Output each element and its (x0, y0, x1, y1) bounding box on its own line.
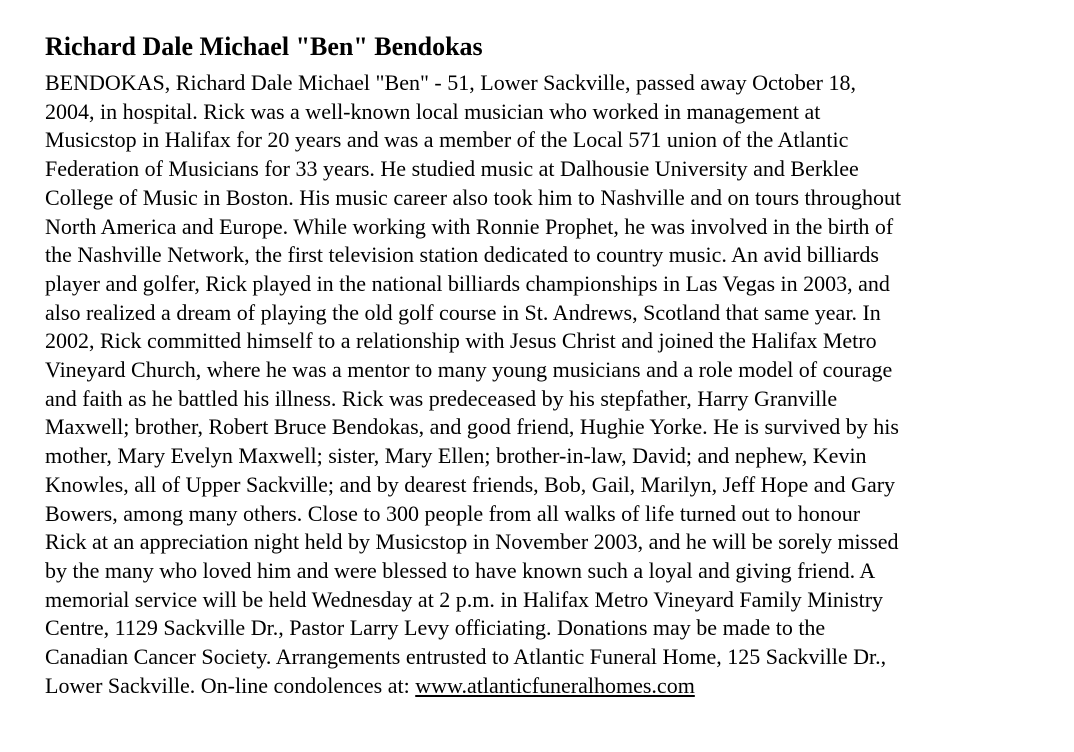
body-lines (45, 69, 1034, 672)
text-line: Knowles, all of Upper Sackville; and by dearest friends, Bob, Gail, Marilyn, Jeff Hope and Gary (45, 471, 896, 497)
text-line: the Nashville Network, the first television station dedicated to country music. An avid billiards (45, 242, 879, 268)
text-line: player and golfer, Rick played in the national billiards championships in Las Vegas in 2003, and (45, 270, 890, 296)
final-line (45, 672, 1034, 701)
text-line: by the many who loved him and were blessed to have known such a loyal and giving friend. A (45, 557, 876, 583)
text-line: BENDOKAS, Richard Dale Michael "Ben" - 51, Lower Sackville, passed away October 18, (45, 70, 856, 95)
text-line: Maxwell; brother, Robert Bruce Bendokas, and good friend, Hughie Yorke. He is survived by his (45, 414, 899, 440)
text-line: mother, Mary Evelyn Maxwell; sister, Mary Ellen; brother-in-law, David; and nephew, Kevin (45, 443, 867, 469)
final-line-text: Lower Sackville. On-line condolences at: (45, 672, 416, 698)
text-line: North America and Europe. While working with Ronnie Prophet, he was involved in the birth of (45, 213, 894, 239)
text-line: Musicstop in Halifax for 20 years and was a member of the Local 571 union of the Atlantic (45, 127, 849, 153)
text-line: and faith as he battled his illness. Rick was predeceased by his stepfather, Harry Granville (45, 385, 838, 411)
condolences-link[interactable]: www.atlanticfuneralhomes.com (415, 672, 695, 698)
text-line: Centre, 1129 Sackville Dr., Pastor Larry Levy officiating. Donations may be made to the (45, 615, 826, 641)
text-line: 2004, in hospital. Rick was a well-known local musician who worked in management at (45, 98, 821, 124)
obituary-title: Richard Dale Michael "Ben" Bendokas (45, 32, 483, 61)
text-line: Federation of Musicians for 33 years. He studied music at Dalhousie University and Berklee (45, 156, 859, 182)
text-line: Bowers, among many others. Close to 300 people from all walks of life turned out to honour (45, 500, 861, 526)
text-line: memorial service will be held Wednesday at 2 p.m. in Halifax Metro Vineyard Family Ministry (45, 586, 884, 612)
text-line: College of Music in Boston. His music career also took him to Nashville and on tours throughout (45, 184, 902, 210)
text-line: Rick at an appreciation night held by Musicstop in November 2003, and he will be sorely missed (45, 529, 899, 555)
text-line: Canadian Cancer Society. Arrangements entrusted to Atlantic Funeral Home, 125 Sackville Dr., (45, 644, 887, 670)
text-line: 2002, Rick committed himself to a relationship with Jesus Christ and joined the Halifax Metro (45, 328, 877, 354)
text-line: also realized a dream of playing the old golf course in St. Andrews, Scotland that same year. In (45, 299, 881, 325)
obituary-body (45, 69, 1034, 700)
text-line: Vineyard Church, where he was a mentor to many young musicians and a role model of courage (45, 357, 893, 383)
